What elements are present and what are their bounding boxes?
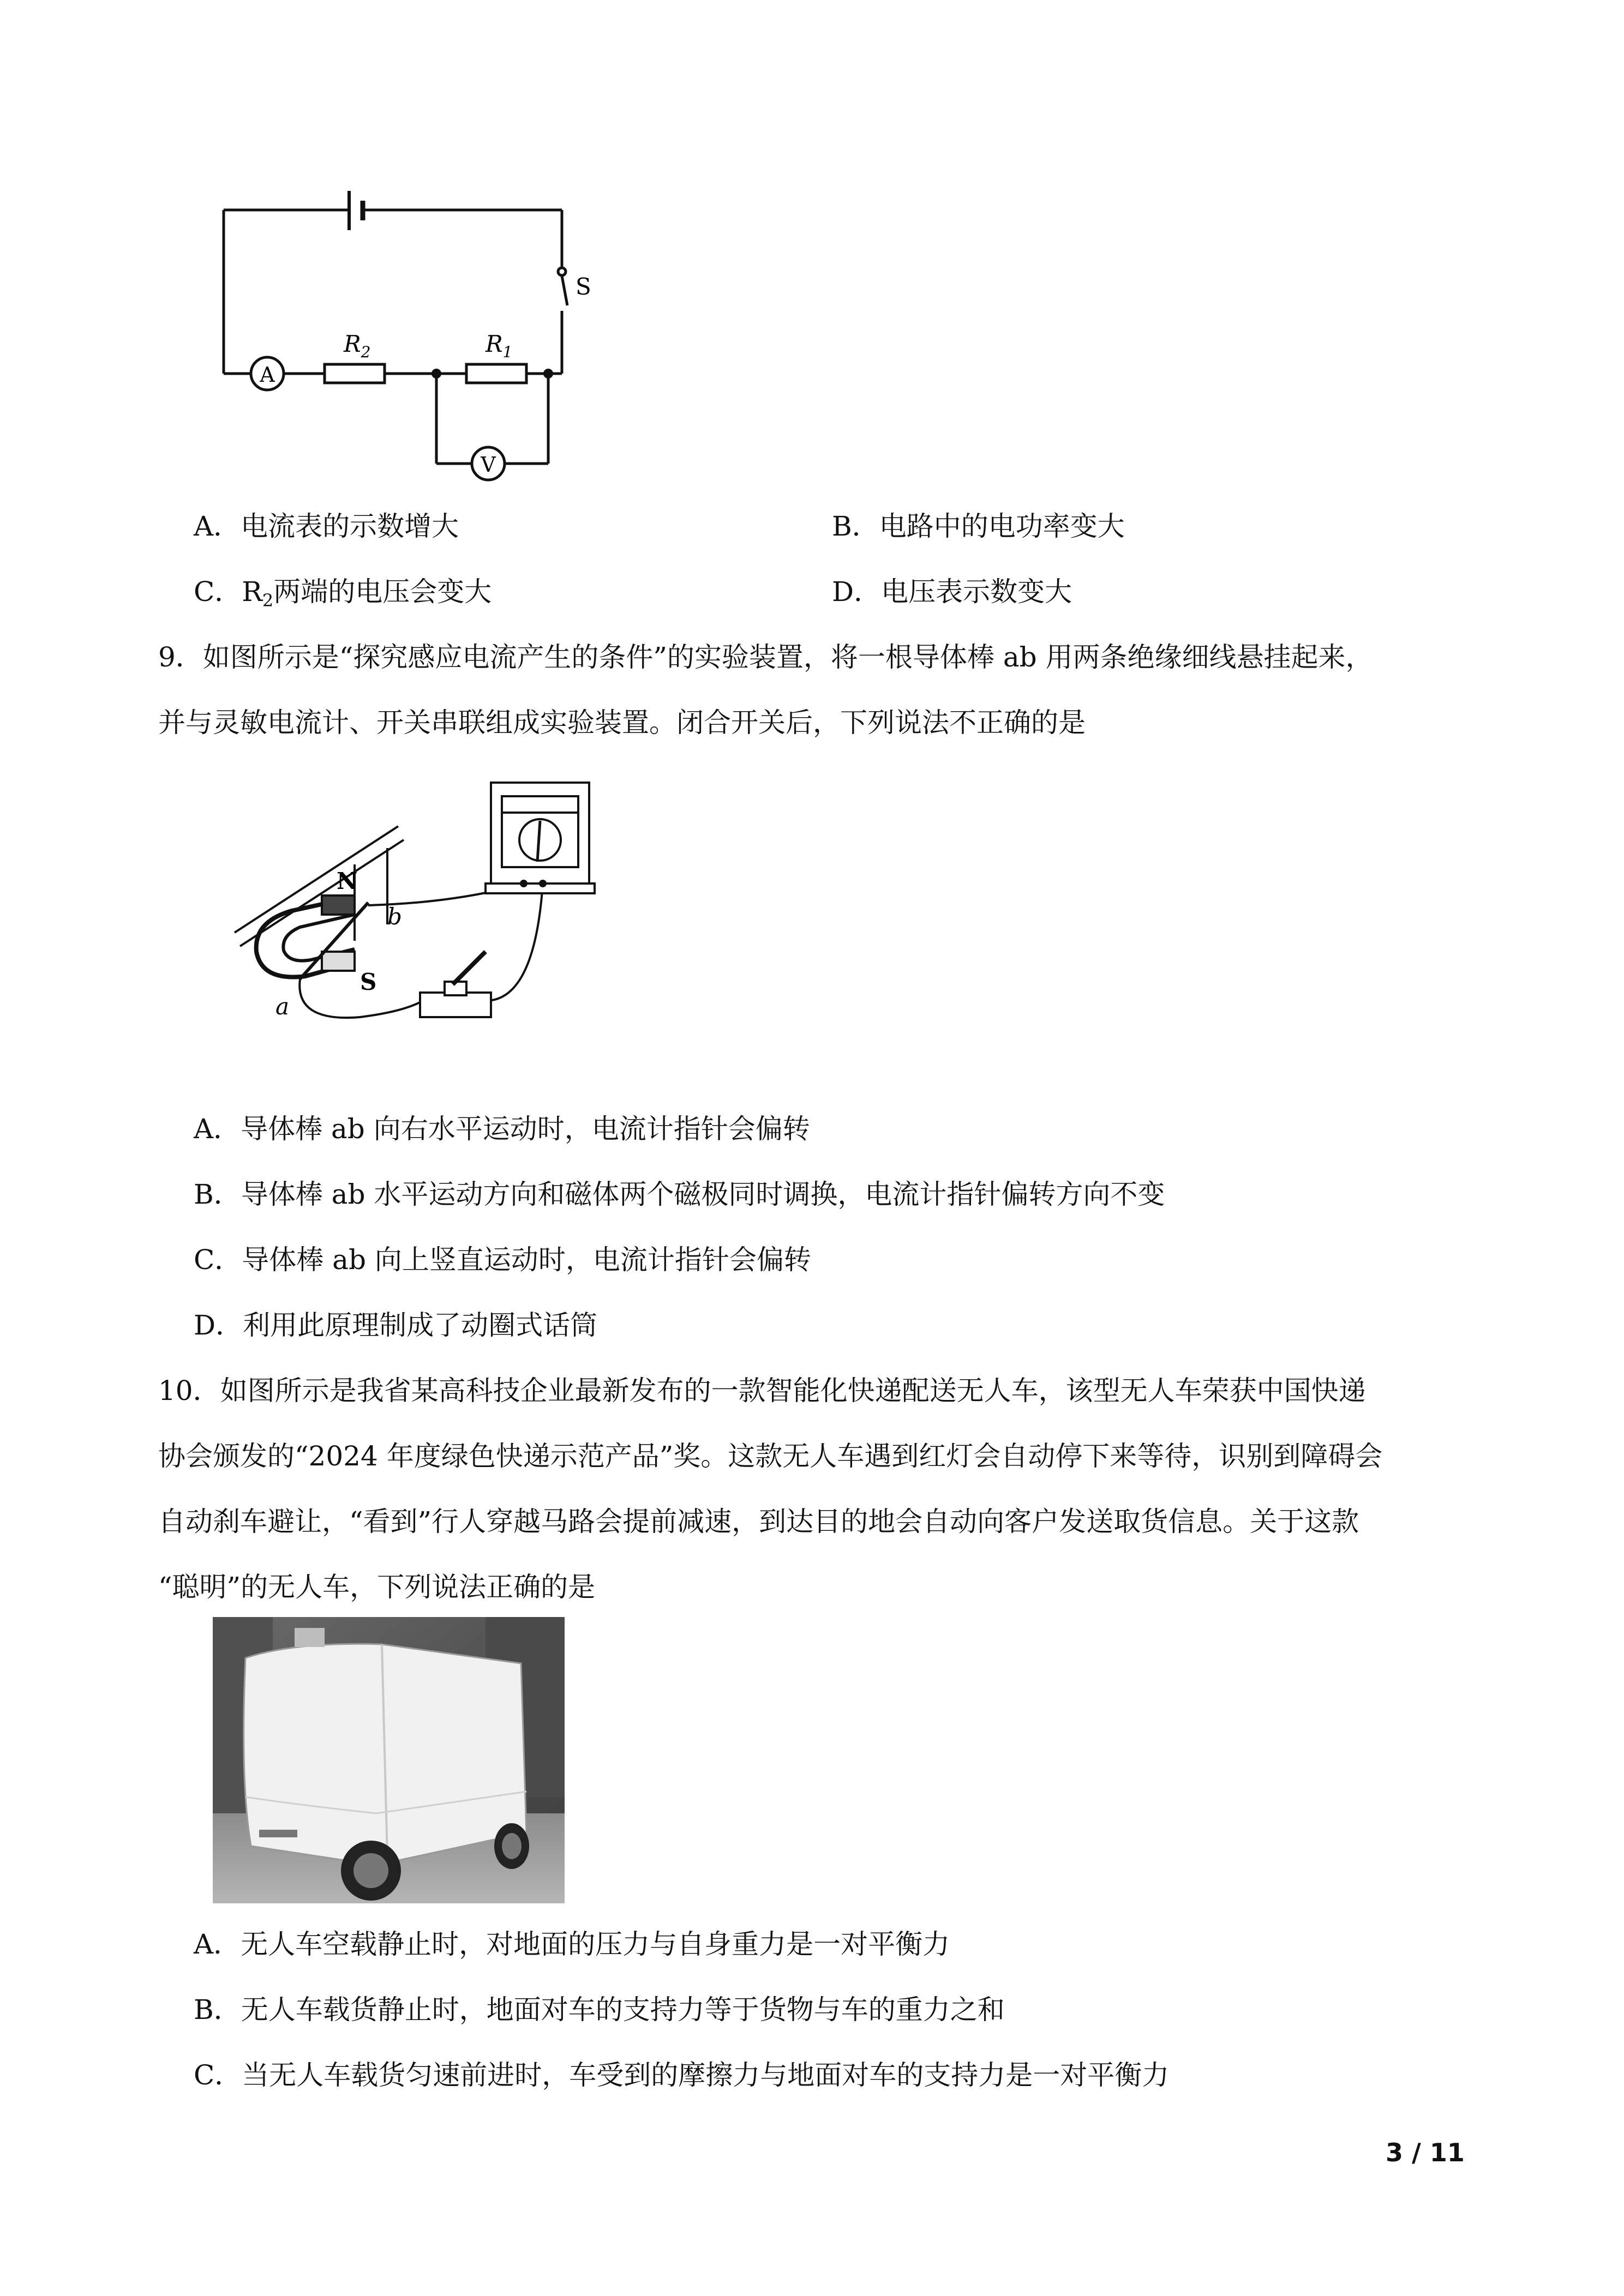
voltmeter-label: V xyxy=(481,453,496,477)
q9-stem-line-1: 9．如图所示是“探究感应电流产生的条件”的实验装置，将一根导体棒 ab 用两条绝缘细线悬挂起来， xyxy=(158,641,1373,673)
q10-stem-line-4: “聪明”的无人车，下列说法正确的是 xyxy=(158,1571,596,1603)
q9-stem-line-2: 并与灵敏电流计、开关串联组成实验装置。闭合开关后，下列说法不正确的是 xyxy=(158,707,1086,738)
r1-label: R xyxy=(486,330,503,357)
rod-end-b-label: b xyxy=(387,903,402,930)
r1-subscript: 1 xyxy=(502,343,513,361)
q9-option-a: A．导体棒 ab 向右水平运动时，电流计指针会偏转 xyxy=(194,1113,810,1145)
q9-option-c: C．导体棒 ab 向上竖直运动时，电流计指针会偏转 xyxy=(194,1244,811,1276)
magnet-n-label: N xyxy=(337,868,358,894)
svg-text:R2 xyxy=(343,330,370,361)
q8-option-d: D．电压表示数变大 xyxy=(832,576,1072,608)
q10-stem-line-1: 10．如图所示是我省某高科技企业最新发布的一款智能化快递配送无人车，该型无人车荣获中国快递 xyxy=(158,1375,1366,1407)
r2-subscript: 2 xyxy=(361,343,371,361)
magnet-s-label: S xyxy=(360,969,377,995)
page-number: 3 / 11 xyxy=(1386,2138,1465,2167)
q10-option-b: B．无人车载货静止时，地面对车的支持力等于货物与车的重力之和 xyxy=(194,1994,1005,2025)
delivery-vehicle-photo xyxy=(213,1617,565,1903)
switch-label: S xyxy=(576,273,591,300)
induction-experiment-figure xyxy=(229,772,611,1099)
q8-option-a: A．电流表的示数增大 xyxy=(194,510,459,542)
q8-option-c: C．$R_2$两端的电压会变大 xyxy=(194,576,492,611)
circuit-diagram xyxy=(213,180,591,485)
svg-text:R1 xyxy=(485,330,512,361)
q10-option-c: C．当无人车载货匀速前进时，车受到的摩擦力与地面对车的支持力是一对平衡力 xyxy=(194,2059,1170,2091)
q10-stem-line-2: 协会颁发的“2024 年度绿色快递示范产品”奖。这款无人车遇到红灯会自动停下来等待，识别到障碍会 xyxy=(158,1440,1383,1472)
rod-end-a-label: a xyxy=(275,993,290,1020)
r2-label: R xyxy=(344,330,361,357)
q9-option-b: B．导体棒 ab 水平运动方向和磁体两个磁极同时调换，电流计指针偏转方向不变 xyxy=(194,1179,1165,1210)
q10-option-a: A．无人车空载静止时，对地面的压力与自身重力是一对平衡力 xyxy=(194,1928,950,1960)
ammeter-label: A xyxy=(260,363,275,387)
q9-option-d: D．利用此原理制成了动圈式话筒 xyxy=(194,1309,598,1341)
q10-stem-line-3: 自动刹车避让，“看到”行人穿越马路会提前减速，到达目的地会自动向客户发送取货信息。关于这款 xyxy=(158,1506,1359,1537)
q8-option-b: B．电路中的电功率变大 xyxy=(832,510,1125,542)
